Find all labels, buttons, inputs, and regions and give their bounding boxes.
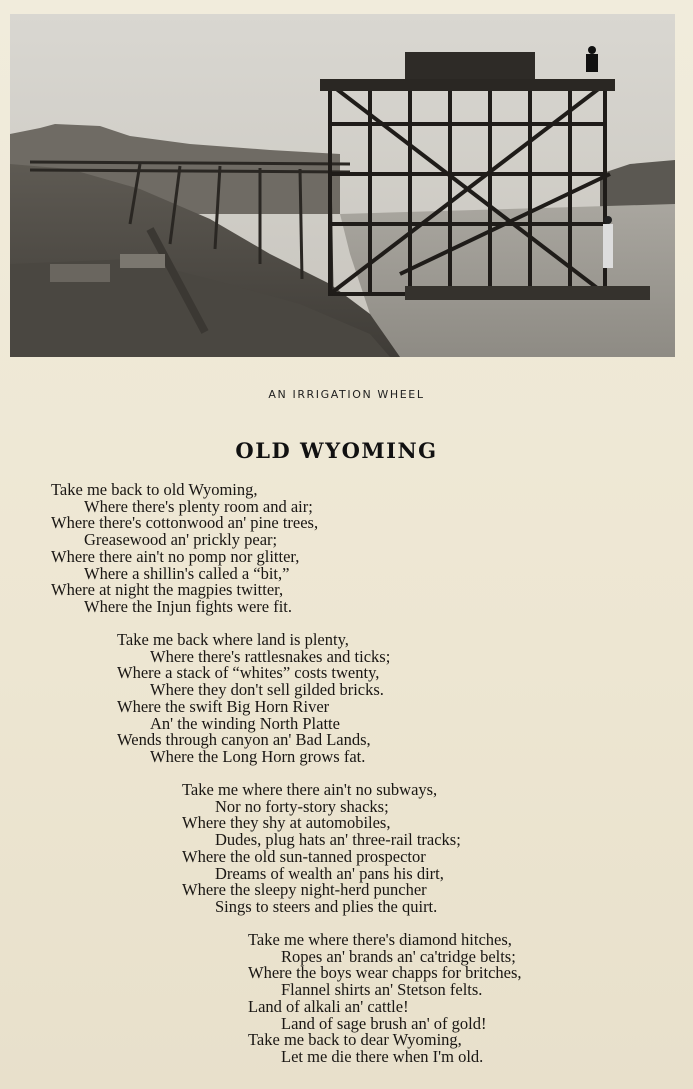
stanza-3 <box>182 782 461 916</box>
photo-caption: AN IRRIGATION WHEEL <box>268 388 425 401</box>
stanza-4 <box>248 932 522 1066</box>
poem-line: Ropes an' brands an' ca'tridge belts; <box>281 946 516 966</box>
poem-line: Land of sage brush an' of gold! <box>281 1013 487 1033</box>
poem-line: Where the swift Big Horn River <box>117 696 330 716</box>
poem-title: OLD WYOMING <box>235 438 438 463</box>
poem-line: Where the Long Horn grows fat. <box>150 746 366 766</box>
stanza-1 <box>51 482 318 616</box>
poem-line: Land of alkali an' cattle! <box>248 996 409 1016</box>
poem-line: Take me back where land is plenty, <box>117 630 349 649</box>
poem-line: Where the old sun-tanned prospector <box>182 846 426 866</box>
poem-line: Where there's plenty room and air; <box>84 496 313 516</box>
poem-line: Take me where there's diamond hitches, <box>248 930 512 949</box>
poem-line: Where the boys wear chapps for britches, <box>248 963 522 983</box>
poem-line: Dudes, plug hats an' three-rail tracks; <box>215 830 461 850</box>
poem-line: Where the sleepy night-herd puncher <box>182 880 427 900</box>
poem-line: Sings to steers and plies the quirt. <box>215 896 438 916</box>
poem-line: Where they shy at automobiles, <box>182 813 391 833</box>
poem-line: Where there's cottonwood an' pine trees, <box>51 513 319 533</box>
poem-line: An' the winding North Platte <box>150 713 340 733</box>
poem-line: Where there's rattlesnakes and ticks; <box>150 646 391 666</box>
poem-line: Dreams of wealth an' pans his dirt, <box>215 863 444 883</box>
poem-line: Where a shillin's called a “bit,” <box>84 563 290 583</box>
poem-line: Greasewood an' prickly pear; <box>84 530 278 550</box>
poem-line: Take me where there ain't no subways, <box>182 780 438 799</box>
poem-line: Nor no forty-story shacks; <box>215 796 389 816</box>
poem-line: Where they don't sell gilded bricks. <box>150 680 384 700</box>
poem-line: Where a stack of “whites” costs twenty, <box>117 663 380 683</box>
poem-line: Where at night the magpies twitter, <box>51 580 284 600</box>
poem-line: Flannel shirts an' Stetson felts. <box>281 980 483 1000</box>
irrigation-wheel-photo <box>10 14 675 357</box>
stanza-2 <box>117 632 390 766</box>
poem-line: Take me back to dear Wyoming, <box>248 1030 462 1050</box>
poem-line: Take me back to old Wyoming, <box>51 480 258 499</box>
poem-line: Let me die there when I'm old. <box>281 1046 484 1066</box>
poem-line: Where the Injun fights were fit. <box>84 596 293 616</box>
poem-line: Where there ain't no pomp nor glitter, <box>51 546 300 566</box>
poem-line: Wends through canyon an' Bad Lands, <box>117 730 371 750</box>
